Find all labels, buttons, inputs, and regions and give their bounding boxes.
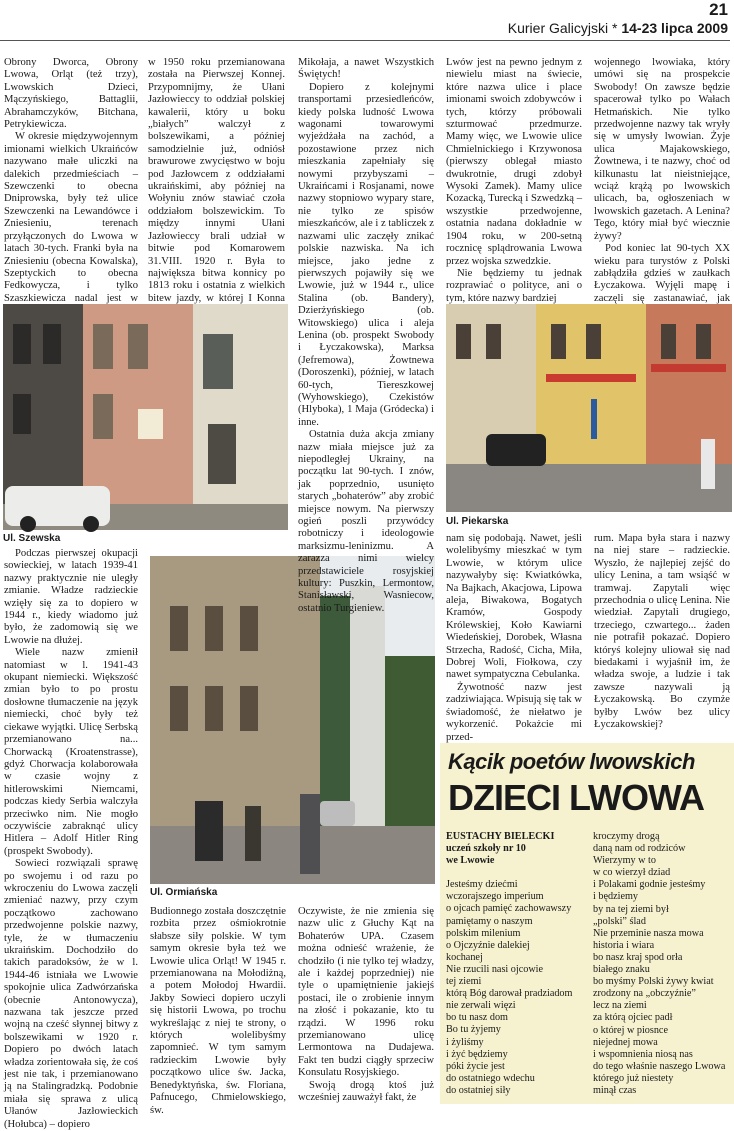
article-column-5-top (594, 57, 730, 302)
poem-line: i będziemy (593, 891, 638, 903)
poem-line: Wierzymy w to (593, 855, 656, 867)
paragraph: rum. Mapa była stara i nazwy na niej stare – radzieckie. Wyszło, że najlepiej zejść do ulicy Lenina, a tam wsiąść w tramwaj. Zapytali więc przechodnia o ulicę Lenina. Nie wiedział. Zapytali drugiego, trzeciego, czwartego... żaden nie potrafił pokazać. Dopiero któryś kolejny uliował się nad biedakami i wyjaśnił im, że władza swoje, a ludzie i tak zawsze nazywali ją Łyczakowską. Bo czymże byłby Lwów bez ulicy Łyczakowskiej? (594, 533, 730, 731)
poem-line: daną nam od rodziców (593, 843, 686, 855)
poetry-corner-heading: Kącik poetów lwowskich (448, 749, 695, 774)
poem-line: historia i wiara (593, 939, 655, 951)
article-column-2-bottom (150, 906, 286, 1116)
paragraph: Żywotność nazw jest zadziwiająca. Wpisują się tak w świadomość, że niełatwo je wykorzenić. Pokażcie mi przed- (446, 681, 582, 743)
poem-line: i żyć będziemy (446, 1048, 508, 1060)
poem-line: białego znaku (593, 964, 650, 976)
poem-line: o ojcach pamięć zachowawszy (446, 903, 572, 915)
poem-line: bo nasz kraj spod orła (593, 951, 683, 963)
paragraph: Lwów jest na pewno jednym z niewielu miast na świecie, które nazwa ulice i place imionami swoich zdobywców i tych, którzy próbowali szturmować przedmurze. Mamy więc, we Lwowie ulice Chmielnickiego i Krzywonosa (pierwszy oblegał miasto dwukrotnie, drugi zdobył Wysoki Zamek). Mamy ulice Kozacką, Turecką i Szwedzką – wszystkie przedwojenne, ostatnia nadana dokładnie w 1904 roku, w 200-setną rocznicę splądrowania Lwowa przez wojska szwedzkie. (446, 57, 582, 267)
poem-line: tej ziemi (446, 976, 482, 988)
article-column-1-bottom (4, 548, 138, 1130)
article-column-3-top (298, 57, 434, 614)
article-column-4-top (446, 57, 582, 302)
poem-line: póki życie jest (446, 1060, 505, 1072)
article-column-4-bottom (446, 533, 582, 741)
photo-piekarska-street (446, 304, 732, 512)
paragraph: nam się podobają. Nawet, jeśli wolelibyśmy mieszkać w tym Lwowie, w którym ulice nazywałyby się: Kwiatkówka, Na Bajkach, Akacjowa, Lipowa aleja, Biwakowa, Bogatych Kramów, Gospody Królewskiej, Koło Kawiarni Wiedeńskiej, Dorobek, Własna Strzecha, Radość, Cicha, Miła, Dobrej Woli, Fiołkowa, czy nawet sympatyczna Cebulanka. (446, 533, 582, 681)
paragraph: Swoją drogą ktoś już wcześniej zauważył fakt, że (298, 1079, 434, 1104)
poem-line: Nie rzucili nasi ojcowie (446, 963, 544, 975)
poem-line: bo myśmy Polski żywy kwiat (593, 976, 714, 988)
poem-line: kroczymy drogą (593, 831, 660, 842)
page-header (0, 0, 734, 44)
paragraph: Ostatnia duża akcja zmiany nazw miała miejsce już za niepodległej Ukrainy, na początku lat 90-tych. I znów, jak poprzednio, usunięto starych „bohaterów” aby zrobić miejsce nowym. Na pierwszy ogień poszli przywódcy robotniczy i ideologowie marksizmu-leninizmu. A zarazza nimi wielcy przedstawiciele rosyjskiej kultury: Puszkin, Lermontow, Stanisławski, Wasniecow, ostatnio Turgieniew. (298, 429, 434, 614)
poem-line: do ostatniego wdechu (446, 1072, 535, 1084)
poem-line: za którą ojciec padł (593, 1012, 673, 1024)
poem-title: DZIECI LWOWA (448, 777, 704, 818)
poem-column-left (446, 831, 586, 1097)
poem-line: w co wierzył dziad (593, 867, 671, 879)
poem-line: zrodzony na „obczyźnie” (593, 988, 696, 1000)
poem-line: kochanej (446, 951, 483, 963)
caption-piekarska: Ul. Piekarska (446, 516, 509, 527)
publication-line (508, 20, 728, 36)
spacer (446, 867, 586, 879)
paragraph: wojennego lwowiaka, który umówi się na prospekcie Swobody! On zawsze będzie spacerował tylko po Wałach Hetmańskich. Nie tylko przedwojenne nazwy tak wryły się w umysły lwowian. Żyje ulica Majakowskiego, Żowtnewa, i te nazwy, choć od kilkunastu lat nieistniejące, wciąż krążą po lwowskich ulicach, ba, ogłoszeniach w lwowskich gazetach. A Lenina? Tego, który miał być wiecznie żywy? (594, 57, 730, 242)
poem-line: którą Bóg darował pradziadom (446, 988, 573, 1000)
paragraph: Oczywiste, że nie zmienia się nazw ulic z Głuchy Kąt na Bohaterów UPA. Czasem można odnieść wrażenie, że chodziło (i nie tylko tej władzy, ale i każdej poprzedniej) nie tyle o upamiętnienie jakiejś postaci, ile o zrobienie innym na złość i pokazanie, kto tu rządzi. W 1996 roku przemianowano ulicę Lermontowa na Dudajewa. Fakt ten budzi ciągły sprzeciw Konsulatu Rosyjskiego. (298, 906, 434, 1079)
paragraph: Sowieci rozwiązali sprawę po swojemu i od razu po wkroczeniu do Lwowa zaczęli zmieniać nazwy, przy czym początkowo zachowano przedwojenne polskie nazwy, tyle, że w tłumaczeniu ukraińskim. Dochodziło do takich paradoksów, że w l. 1944-46 istniała we Lwowie spokojnie ulica Zadwórzańska (obecnie Antonowycza), nazwana tak jeszcze przed wojną na cześć słynnej bitwy z bolszewikami w 1920 r. Dopiero po dwóch latach władza zorientowała się, że coś jest nie tak, i przemianowano ją na Stalingradzką. Podobnie miała się sprawa z ulicą Ułanów Jazłowieckich (Hołubca) – dopiero (4, 858, 138, 1130)
poem-column-right (593, 831, 731, 1097)
poem-line: minął czas (593, 1084, 637, 1096)
issue-date: 14-23 lipca 2009 (621, 20, 728, 36)
poem-line: pamiętamy o naszym (446, 915, 533, 927)
poem-line: wczorajszego imperium (446, 891, 544, 903)
paragraph: Wiele nazw zmienił natomiast w l. 1941-43 okupant niemiecki. Większość zmian było to po prostu dosłowne tłumaczenie na język niemiecki, choć były też ciekawe wyjątki. Ulicę Serbską przemianowano na... Chorwacką (Kroatenstrasse), gdyż Chorwacja kolaborowała w czasie wojny z hitlerowskimi Niemcami, podczas kiedy Serbia walczyła przeciwko nim. Nie mogło oczywiście zabraknąć ulicy Hitlera – Adolf Hitler Ring (prospekt Swobody). (4, 647, 138, 857)
paragraph: Dopiero z kolejnymi transportami przesiedleńców, kiedy polska ludność Lwowa wagonami towarowymi wyjeżdżała na zachód, a pozostawione przez nich mieszkania zapełniały się nowymi przybyszami – Ukraińcami i Rosjanami, nowe nazwy stopniowo wypary stare, nie tylko ze spisów mieszkańców, ale i z tabliczek z nazwami ulic zaczęły znikać polskie nazwiska. Na ich miejsce, jako jedne z pierwszych pojawiły się we Lwowie, już w 1944 r., ulice Stalina (ob. Bandery), Dzierżyńskiego (ob. Witowskiego) ulica i aleja Lenina (ob. prospekt Swobody i Łyczakowska), Marksa (Jefremowa), Żowtnewa (Doroszenki), później, w latach 60-tych, Tiereszkowej (Wyhowskiego), Czekistów (Hlyboka), 1 Maja (Gródecka) i inne. (298, 81, 434, 428)
poem-author-city: we Lwowie (446, 855, 495, 867)
paragraph: Mikołaja, a nawet Wszystkich Świętych! (298, 57, 434, 81)
poem-author-school: uczeń szkoły nr 10 (446, 843, 526, 855)
poem-line: do ostatniej siły (446, 1084, 511, 1096)
paragraph: Obrony Dworca, Obrony Lwowa, Orląt (też trzy), Lwowskich Dzieci, Mączyńskiego, Battaglii, Abrahamczyków, Bitchana, Petrykiewicza. (4, 57, 138, 131)
poem-author: EUSTACHY BIELECKI (446, 831, 555, 842)
photo-szewska-street (3, 304, 288, 530)
article-column-3-bottom (298, 906, 434, 1104)
street-photo-illustration (446, 304, 732, 512)
poem-line: bo tu nasz dom (446, 1012, 508, 1024)
street-photo-illustration (3, 304, 288, 530)
article-column-2-top (148, 57, 285, 302)
paragraph: Pod koniec lat 90-tych XX wieku para turystów z Polski zabłądziła gdzieś w zaułkach Łyczakowa. Wyjęli mapę i zaczęli się zastanawiać, jak (594, 243, 730, 304)
page-number: 21 (709, 0, 728, 19)
poem-line: Nie przeminie nasza mowa (593, 927, 704, 939)
poem-line: i żyliśmy (446, 1036, 484, 1048)
poem-line: o której w piosnce (593, 1024, 668, 1036)
poem-line: niejednej mowa (593, 1036, 658, 1048)
poem-line: i wspomnienia niosą nas (593, 1048, 693, 1060)
poetry-corner-box (440, 743, 734, 1104)
publication-name: Kurier Galicyjski * (507, 20, 618, 36)
poem-line: Jesteśmy dziećmi (446, 879, 518, 891)
poem-line: którego już niestety (593, 1072, 674, 1084)
poem-line: Bo tu żyjemy (446, 1024, 501, 1036)
paragraph: Budionnego została doszczętnie rozbita przez ośmiokrotnie słabsze siły polskie. W tym samym okresie była też we Lwowie ulica Orląt! W 1945 r. przemianowana na Mołodiżną, a potem Mołodoj Hwardii. Jakby Sowieci dopiero uczyli się historii Lwowa, po trochu wykreślając z niej te strony, o których wolelibyśmy zapomnieć. W tym samym radzieckim Lwowie były początkowo ulice św. Jacka, Benedyktyńska, św. Floriana, Pafnucego, Chmielowskiego, św. (150, 906, 286, 1116)
article-column-5-bottom (594, 533, 730, 741)
paragraph: Podczas pierwszej okupacji sowieckiej, w latach 1939-41 nazwy praktycznie nie uległy zmianie. Władze radzieckie wzięły się za to dopiero w 1944 r., kiedy wiadomo już było, że zadomowią się we Lwowie na dłużej. (4, 548, 138, 646)
poem-line: „polski” ślad (593, 915, 646, 927)
paragraph: W okresie międzywojennym imionami wielkich Ukraińców nazywano małe uliczki na dalekich przedmieściach – Szewczenki to obecna Dniprowska, były też ulice Szewczenki na Lewandówce i Zniesieniu, terenach przyłączonych do Lwowa w latach 30-tych. Franki była na Zniesieniu (obecna Kowalska), Szeptyckich to obecna Fedkowycza, i tylko Szaszkiewicza nadal jest w (4, 131, 138, 304)
header-rule (0, 40, 730, 41)
paragraph: Nie będziemy tu jednak rozprawiać o polityce, ani o tym, które nazwy bardziej (446, 267, 582, 304)
poem-line: i Polakami godnie jesteśmy (593, 879, 706, 891)
poem-line: o Ojczyźnie dalekiej (446, 939, 530, 951)
paragraph: w 1950 roku przemianowana została na Pierwszej Konnej. Przypomnijmy, że Ułani Jazłowieccy to oddział polskiej kawalerii, który u boku „białych” walczył z bolszewikami, a później samodzielnie już, odniósł brawurowe zwycięstwo w boju pod Jazłowcem z oddziałami ukraińskimi, aby później na Wołyniu znów stawiać czoła oddziałom bolszewickim. To między innymi Ułani Jazłowieccy brali udział w bitwie pod Komarowem 31.VIII. 1920 r. Była to największa bitwa konnicy po 1813 roku i ostatnia z wielkich bitew jazdy, w której I Konna (148, 57, 285, 304)
poem-line: nie zerwali więzi (446, 1000, 516, 1012)
poem-line: do tego właśnie naszego Lwowa (593, 1060, 726, 1072)
poem-line: by na tej ziemi był (593, 903, 669, 915)
article-column-1-top (4, 57, 138, 302)
caption-szewska: Ul. Szewska (3, 533, 61, 544)
poem-line: polskim milenium (446, 927, 521, 939)
caption-ormianska: Ul. Ormiańska (150, 887, 218, 898)
poem-line: lecz na ziemi (593, 1000, 647, 1012)
